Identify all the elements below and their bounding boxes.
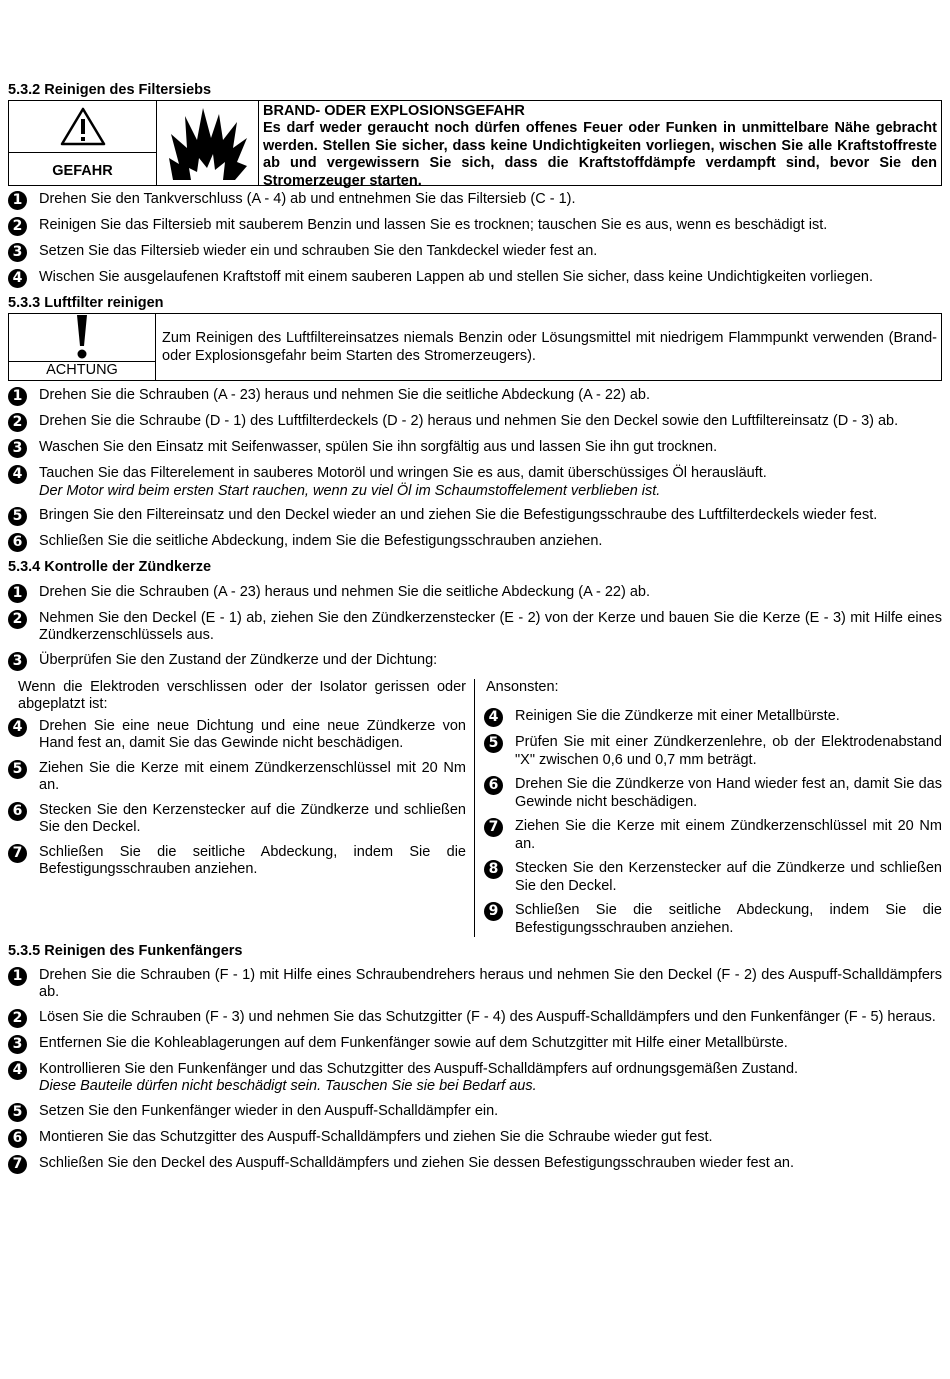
step-number-badge: 2	[8, 610, 27, 629]
danger-label: GEFAHR	[9, 152, 156, 185]
step-text: Stecken Sie den Kerzenstecker auf die Zündkerze und schließen Sie den Deckel.	[515, 860, 942, 894]
step-number-badge: 4	[8, 269, 27, 288]
step-item	[8, 802, 466, 837]
step-item	[8, 610, 942, 645]
step-item	[8, 718, 466, 753]
step-text: Drehen Sie eine neue Dichtung und eine neue Zündkerze von Hand fest an, damit Sie das Gewinde nicht beschädigen.	[39, 717, 466, 751]
step-number-badge: 3	[8, 243, 27, 262]
step-text: Waschen Sie den Einsatz mit Seifenwasser, spülen Sie ihn sorgfältig aus und lassen Sie ihn gut trocknen.	[39, 439, 718, 455]
step-item	[484, 860, 942, 895]
step-text: Prüfen Sie mit einer Zündkerzenlehre, ob der Elektrodenabstand "X" zwischen 0,6 und 0,7 mm beträgt.	[515, 734, 942, 768]
step-number-badge: 3	[8, 652, 27, 671]
steps-list-5-3-2	[8, 191, 942, 288]
step-item	[8, 191, 942, 210]
step-text: Schließen Sie die seitliche Abdeckung, indem Sie die Befestigungsschrauben anziehen.	[515, 902, 942, 936]
danger-sign-cell	[9, 101, 157, 185]
step-number-badge: 6	[8, 533, 27, 552]
step-number-badge: 4	[8, 465, 27, 484]
step-item	[8, 1009, 942, 1028]
step-number-badge: 8	[484, 860, 503, 879]
steps-list-left	[8, 718, 466, 879]
step-text: Setzen Sie den Funkenfänger wieder in den Auspuff-Schalldämpfer ein.	[39, 1102, 499, 1119]
explosion-pictogram	[157, 101, 259, 185]
step-text: Drehen Sie die Schrauben (F - 1) mit Hilfe eines Schraubendrehers heraus und nehmen Sie den Deckel (F - 2) des Auspuff-Schalldämpfers ab.	[39, 966, 942, 1000]
step-number-badge: 4	[8, 1061, 27, 1080]
step-number-badge: 1	[8, 387, 27, 406]
exclamation-icon	[74, 314, 90, 360]
step-text: Wischen Sie ausgelaufenen Kraftstoff mit einem sauberen Lappen ab und stellen Sie sicher, dass keine Undichtigkeiten vorliegen.	[39, 268, 873, 285]
step-text: Schließen Sie die seitliche Abdeckung, indem Sie die Befestigungsschrauben anziehen.	[39, 533, 603, 549]
step-item	[8, 1155, 942, 1174]
steps-list-5-3-5	[8, 967, 942, 1174]
right-column-heading: Ansonsten:	[486, 678, 559, 695]
steps-list-right	[484, 708, 942, 937]
step-text: Drehen Sie die Schraube (D - 1) des Luftfilterdeckels (D - 2) heraus und nehmen Sie den Deckel sowie den Luftfiltereinsatz (D - 3) ab.	[39, 413, 899, 429]
step-number-badge: 5	[8, 507, 27, 526]
column-otherwise	[475, 679, 942, 938]
section-title-5-3-3: 5.3.3 Luftfilter reinigen	[8, 294, 164, 311]
step-text: Kontrollieren Sie den Funkenfänger und das Schutzgitter des Auspuff-Schalldämpfers auf ordnungsgemäßen Zustand.	[39, 1060, 799, 1077]
step-number-badge: 6	[484, 776, 503, 795]
step-item	[8, 1103, 942, 1122]
step-item	[8, 652, 942, 671]
spark-plug-two-column	[8, 679, 942, 938]
left-column-heading: Wenn die Elektroden verschlissen oder der Isolator gerissen oder abgeplatzt ist:	[18, 678, 466, 712]
section-title-5-3-5: 5.3.5 Reinigen des Funkenfängers	[8, 943, 243, 959]
step-text: Reinigen Sie das Filtersieb mit sauberem Benzin und lassen Sie es trocknen; tauschen Sie es aus, wenn es beschädigt ist.	[39, 216, 828, 233]
step-text: Nehmen Sie den Deckel (E - 1) ab, ziehen Sie den Zündkerzenstecker (E - 2) von der Kerze und bauen Sie die Kerze (E - 3) mit Hilfe eines Zündkerzenschlüssels aus.	[39, 609, 942, 643]
step-number-badge: 4	[8, 718, 27, 737]
step-text: Entfernen Sie die Kohleablagerungen auf dem Funkenfänger sowie auf dem Schutzgitter mit Hilfe einer Metallbürste.	[39, 1034, 788, 1051]
step-number-badge: 6	[8, 802, 27, 821]
caution-sign-cell	[9, 314, 156, 380]
danger-box	[8, 100, 942, 189]
step-text: Tauchen Sie das Filterelement in sauberes Motoröl und wringen Sie es aus, damit überschüssiges Öl herausläuft.	[39, 465, 767, 481]
step-number-badge: 3	[8, 1035, 27, 1054]
step-number-badge: 1	[8, 584, 27, 603]
step-number-badge: 5	[484, 734, 503, 753]
step-number-badge: 3	[8, 439, 27, 458]
step-number-badge: 5	[8, 1103, 27, 1122]
step-item	[8, 507, 942, 526]
step-item	[484, 708, 942, 727]
steps-list-5-3-3	[8, 387, 942, 552]
step-text: Ziehen Sie die Kerze mit einem Zündkerzenschlüssel mit 20 Nm an.	[39, 759, 466, 793]
step-item	[8, 1035, 942, 1054]
step-text: Lösen Sie die Schrauben (F - 3) und nehmen Sie das Schutzgitter (F - 4) des Auspuff-Schalldämpfers und den Funkenfänger (F - 5) heraus.	[39, 1008, 936, 1025]
step-number-badge: 2	[8, 413, 27, 432]
step-text: Reinigen Sie die Zündkerze mit einer Metallbürste.	[515, 708, 840, 724]
step-item	[8, 533, 942, 552]
section-title-5-3-2: 5.3.2 Reinigen des Filtersiebs	[8, 82, 212, 98]
step-number-badge: 1	[8, 191, 27, 210]
step-text: Montieren Sie das Schutzgitter des Auspuff-Schalldämpfers und ziehen Sie die Schraube wieder gut fest.	[39, 1128, 713, 1145]
step-number-badge: 2	[8, 1009, 27, 1028]
danger-heading: BRAND- ODER EXPLOSIONSGEFAHR	[263, 102, 525, 119]
step-text: Überprüfen Sie den Zustand der Zündkerze und der Dichtung:	[39, 651, 438, 668]
step-text: Bringen Sie den Filtereinsatz und den Deckel wieder an und ziehen Sie die Befestigungsschraube des Luftfilterdeckels wieder fest.	[39, 507, 878, 523]
warning-triangle-icon	[60, 106, 106, 146]
step-text: Stecken Sie den Kerzenstecker auf die Zündkerze und schließen Sie den Deckel.	[39, 801, 466, 835]
step-number-badge: 5	[8, 760, 27, 779]
caution-label: ACHTUNG	[9, 361, 155, 381]
caution-text: Zum Reinigen des Luftfiltereinsatzes niemals Benzin oder Lösungsmittel mit niedrigem Flammpunkt verwenden (Brand- oder Explosionsgefahr beim Starten des Stromerzeugers).	[162, 330, 937, 364]
steps-list-5-3-4	[8, 584, 942, 671]
step-item	[8, 387, 942, 406]
step-text: Schließen Sie den Deckel des Auspuff-Schalldämpfers und ziehen Sie dessen Befestigungsschrauben wieder fest an.	[39, 1154, 794, 1171]
step-item	[8, 439, 942, 458]
step-number-badge: 7	[8, 1155, 27, 1174]
step-item	[8, 269, 942, 288]
step-number-badge: 9	[484, 902, 503, 921]
step-text: Drehen Sie die Schrauben (A - 23) heraus und nehmen Sie die seitliche Abdeckung (A - 22) ab.	[39, 583, 650, 600]
step-text: Ziehen Sie die Kerze mit einem Zündkerzenschlüssel mit 20 Nm an.	[515, 818, 942, 852]
explosion-icon	[167, 104, 249, 182]
step-text: Setzen Sie das Filtersieb wieder ein und schrauben Sie den Tankdeckel wieder fest an.	[39, 242, 598, 259]
step-note: Der Motor wird beim ersten Start rauchen, wenn zu viel Öl im Schaumstoffelement verblieben ist.	[39, 482, 661, 499]
step-item	[8, 584, 942, 603]
step-number-badge: 4	[484, 708, 503, 727]
step-item	[8, 465, 942, 500]
step-item	[484, 776, 942, 811]
step-number-badge: 1	[8, 967, 27, 986]
step-item	[484, 734, 942, 769]
step-item	[8, 1129, 942, 1148]
step-item	[8, 967, 942, 1002]
step-item	[8, 217, 942, 236]
step-item	[484, 818, 942, 853]
step-item	[484, 902, 942, 937]
step-text: Drehen Sie den Tankverschluss (A - 4) ab und entnehmen Sie das Filtersieb (C - 1).	[39, 190, 576, 207]
step-item	[8, 243, 942, 262]
step-item	[8, 760, 466, 795]
step-number-badge: 6	[8, 1129, 27, 1148]
step-number-badge: 7	[484, 818, 503, 837]
danger-text-cell	[259, 101, 941, 189]
step-text: Schließen Sie die seitliche Abdeckung, indem Sie die Befestigungsschrauben anziehen.	[39, 843, 466, 877]
step-number-badge: 7	[8, 844, 27, 863]
step-item	[8, 844, 466, 879]
step-number-badge: 2	[8, 217, 27, 236]
step-text: Drehen Sie die Schrauben (A - 23) heraus und nehmen Sie die seitliche Abdeckung (A - 22) ab.	[39, 387, 650, 403]
step-note: Diese Bauteile dürfen nicht beschädigt sein. Tauschen Sie sie bei Bedarf aus.	[39, 1078, 537, 1094]
danger-text: Es darf weder geraucht noch dürfen offenes Feuer oder Funken in unmittelbare Nähe gebracht werden. Stellen Sie sicher, dass keine Undichtigkeiten vorliegen, wischen Sie alle Kraftstoffreste ab und vergewissern Sie sich, dass die Kraftstoffdämpfe verdampft sind, bevor Sie den Stromerzeuger starten.	[263, 120, 937, 189]
step-text: Drehen Sie die Zündkerze von Hand wieder fest an, damit Sie das Gewinde nicht beschädigen.	[515, 776, 942, 810]
section-title-5-3-4: 5.3.4 Kontrolle der Zündkerze	[8, 559, 212, 575]
caution-box	[8, 313, 942, 381]
step-item	[8, 413, 942, 432]
step-item	[8, 1061, 942, 1096]
column-worn-electrodes	[8, 679, 475, 938]
